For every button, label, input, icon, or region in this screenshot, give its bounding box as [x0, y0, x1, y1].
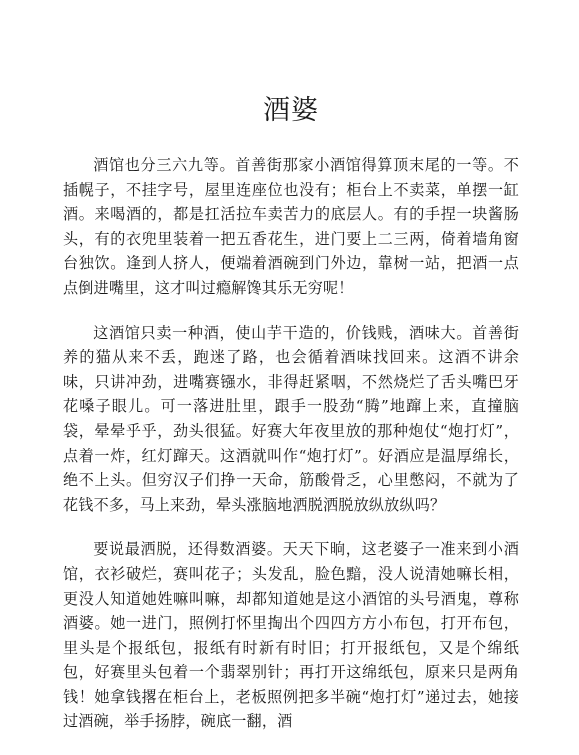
- paragraph: 这酒馆只卖一种酒，使山芋干造的，价钱贱，酒味大。首善街养的猫从来不丢，跑迷了路，也会循着酒味找回来。这酒不讲余味，只讲冲劲，进嘴赛镪水，非得赶紧咽，不然烧烂了舌头嘴巴牙花嗓子眼儿。可一落进肚里，跟手一股劲“腾”地蹿上来，直撞脑袋，晕晕乎乎，劲头很猛。好赛大年夜里放的那种炮仗“炮打灯”，点着一炸，红灯蹿天。这酒就叫作“炮打灯”。好酒应是温厚绵长，绝不上头。但穷汉子们挣一天命，筋酸骨乏，心里憋闷，不就为了花钱不多，马上来劲，晕头涨脑地洒脱洒脱放纵放纵吗？: [63, 323, 519, 514]
- document-body: [63, 153, 519, 734]
- paragraph: 要说最洒脱，还得数酒婆。天天下晌，这老婆子一准来到小酒馆，衣衫破烂，赛叫花子；头发乱，脸色黯，没人说清她嘛长相，更没人知道她姓嘛叫嘛，却都知道她是这小酒馆的头号酒鬼，尊称酒婆。她一进门，照例打怀里掏出个四四方方小布包，打开布包，里头是个报纸包，报纸有时新有时旧；打开报纸包，又是个绵纸包，好赛里头包着一个翡翠别针；再打开这绵纸包，原来只是两角钱！她拿钱撂在柜台上，老板照例把多半碗“炮打灯”递过去，她接过酒碗，举手扬脖，碗底一翻，酒: [63, 540, 519, 731]
- document-title: 酒婆: [263, 95, 319, 126]
- paragraph: 酒馆也分三六九等。首善街那家小酒馆得算顶末尾的一等。不插幌子，不挂字号，屋里连座位也没有；柜台上不卖菜，单摆一缸酒。来喝酒的，都是扛活拉车卖苦力的底层人。有的手捏一块酱肠头，有的衣兜里装着一把五香花生，进门要上二三两，倚着墙角窗台独饮。逢到人挤人，便端着酒碗到门外边，靠树一站，把酒一点点倒进嘴里，这才叫过瘾解馋其乐无穷呢！: [63, 156, 519, 297]
